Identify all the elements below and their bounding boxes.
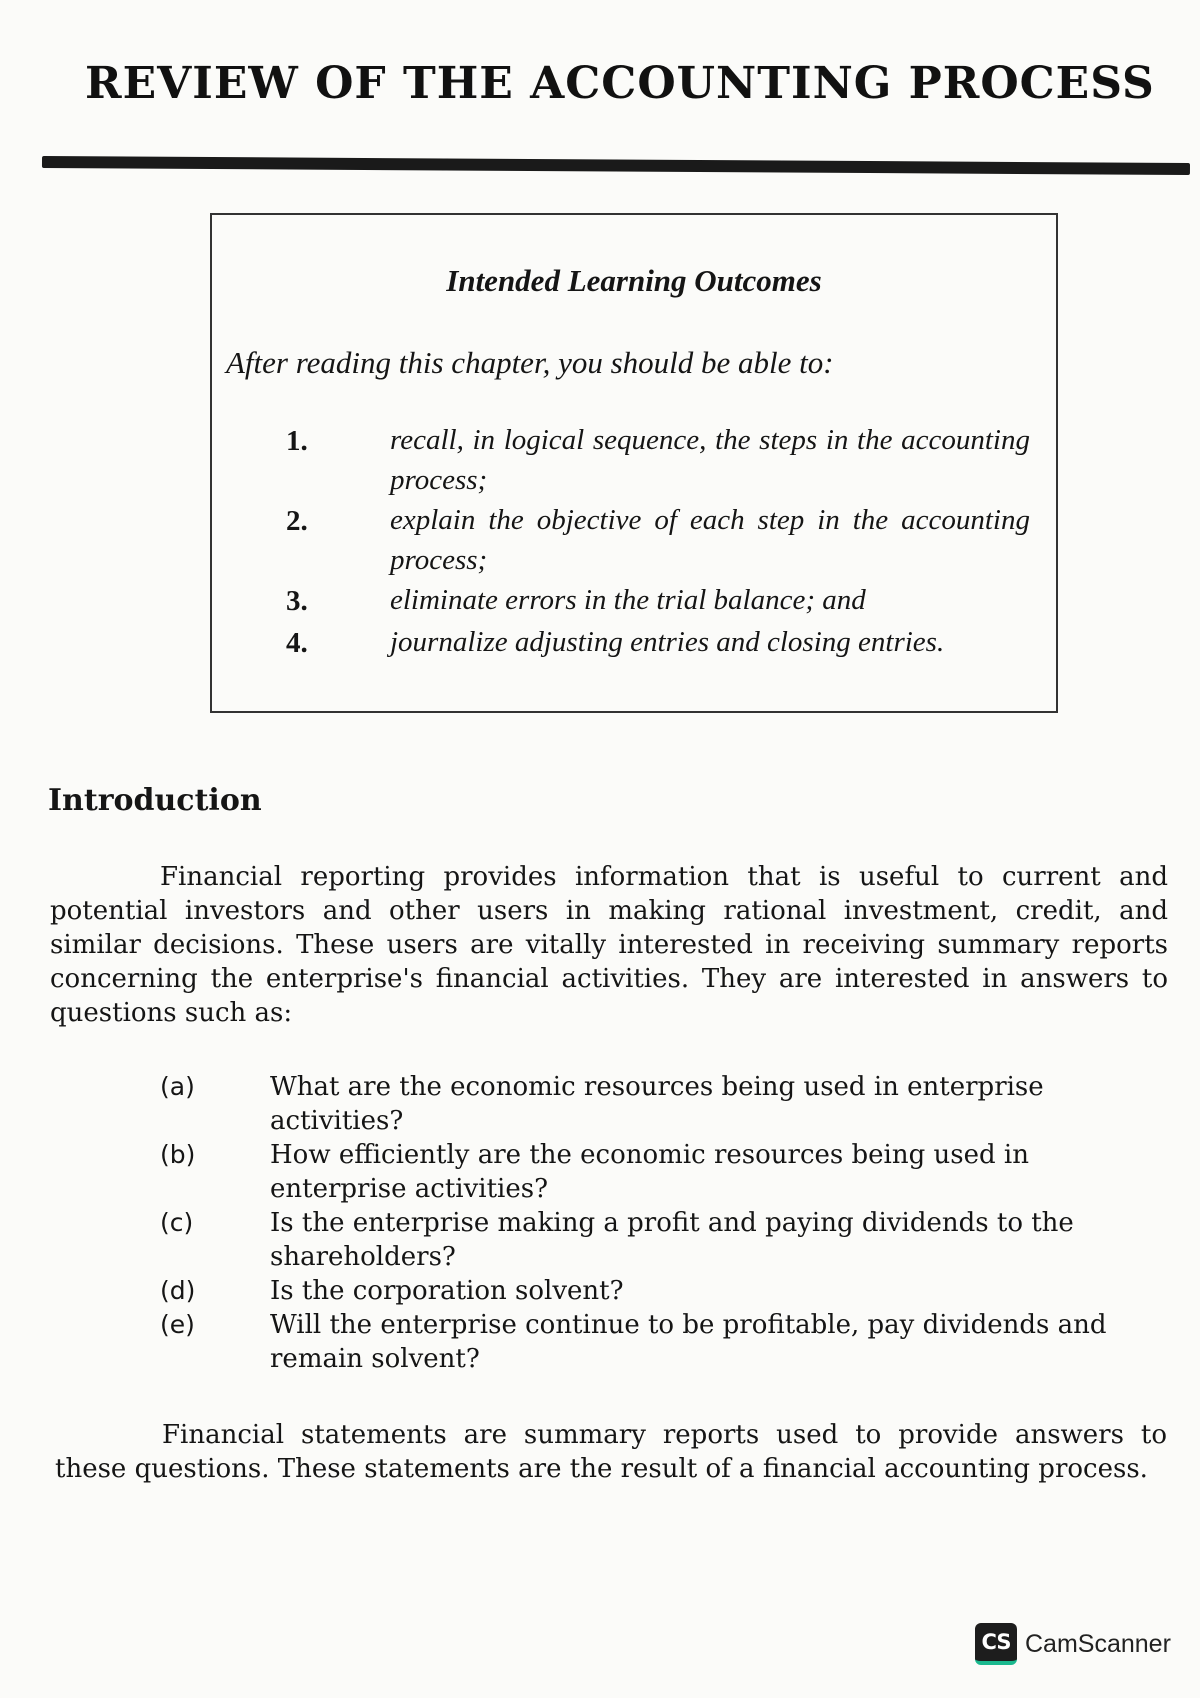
question-item bbox=[160, 1308, 1170, 1376]
learning-outcome-number: 3. bbox=[286, 585, 308, 617]
learning-outcome-number: 4. bbox=[286, 627, 308, 659]
introduction-paragraph-2: Financial statements are summary reports used to provide answers to these questions. These statements are the result of a financial accounting process. bbox=[55, 1420, 1167, 1484]
question-text: Is the corporation solvent? bbox=[270, 1276, 624, 1306]
learning-outcomes-intro: After reading this chapter, you should be able to: bbox=[226, 345, 834, 380]
page-title: REVIEW OF THE ACCOUNTING PROCESS bbox=[85, 58, 1155, 109]
question-label: (a) bbox=[160, 1072, 195, 1101]
introduction-paragraph-1: Financial reporting provides information that is useful to current and potential investors and other users in making rational investment, credit, and similar decisions. These users are vitally interested in receiving summary reports concerning the enterprise's financial activities. They are interested in answers to questions such as: bbox=[50, 862, 1168, 1028]
question-text: How efficiently are the economic resources being used in enterprise activities? bbox=[270, 1140, 1029, 1204]
question-label: (e) bbox=[160, 1310, 195, 1339]
question-item bbox=[160, 1274, 1170, 1308]
learning-outcomes-heading: Intended Learning Outcomes bbox=[446, 263, 822, 298]
camscanner-name: CamScanner bbox=[1025, 1629, 1171, 1658]
learning-outcome-item bbox=[212, 500, 1056, 580]
camscanner-watermark bbox=[975, 1623, 1171, 1665]
learning-outcome-number: 1. bbox=[286, 425, 308, 457]
learning-outcomes-box bbox=[210, 213, 1058, 713]
learning-outcome-text: eliminate errors in the trial balance; and bbox=[390, 584, 866, 616]
learning-outcomes-list bbox=[212, 420, 1056, 664]
title-rule bbox=[42, 156, 1190, 175]
learning-outcome-text: recall, in logical sequence, the steps in the accounting process; bbox=[390, 424, 1030, 496]
question-text: Will the enterprise continue to be profitable, pay dividends and remain solvent? bbox=[270, 1310, 1107, 1374]
camscanner-logo-icon: CS bbox=[975, 1623, 1017, 1665]
learning-outcome-text: journalize adjusting entries and closing entries. bbox=[390, 626, 945, 658]
question-label: (b) bbox=[160, 1140, 196, 1169]
questions-list bbox=[160, 1070, 1170, 1376]
question-item bbox=[160, 1070, 1170, 1138]
learning-outcome-item bbox=[212, 580, 1056, 622]
introduction-heading: Introduction bbox=[48, 783, 262, 818]
learning-outcome-text: explain the objective of each step in the accounting process; bbox=[390, 504, 1030, 576]
question-item bbox=[160, 1206, 1170, 1274]
question-item bbox=[160, 1138, 1170, 1206]
question-label: (c) bbox=[160, 1208, 194, 1237]
question-text: Is the enterprise making a profit and paying dividends to the shareholders? bbox=[270, 1208, 1074, 1272]
learning-outcome-item bbox=[212, 622, 1056, 664]
learning-outcome-number: 2. bbox=[286, 505, 308, 537]
question-label: (d) bbox=[160, 1276, 196, 1305]
question-text: What are the economic resources being used in enterprise activities? bbox=[270, 1072, 1044, 1136]
learning-outcome-item bbox=[212, 420, 1056, 500]
